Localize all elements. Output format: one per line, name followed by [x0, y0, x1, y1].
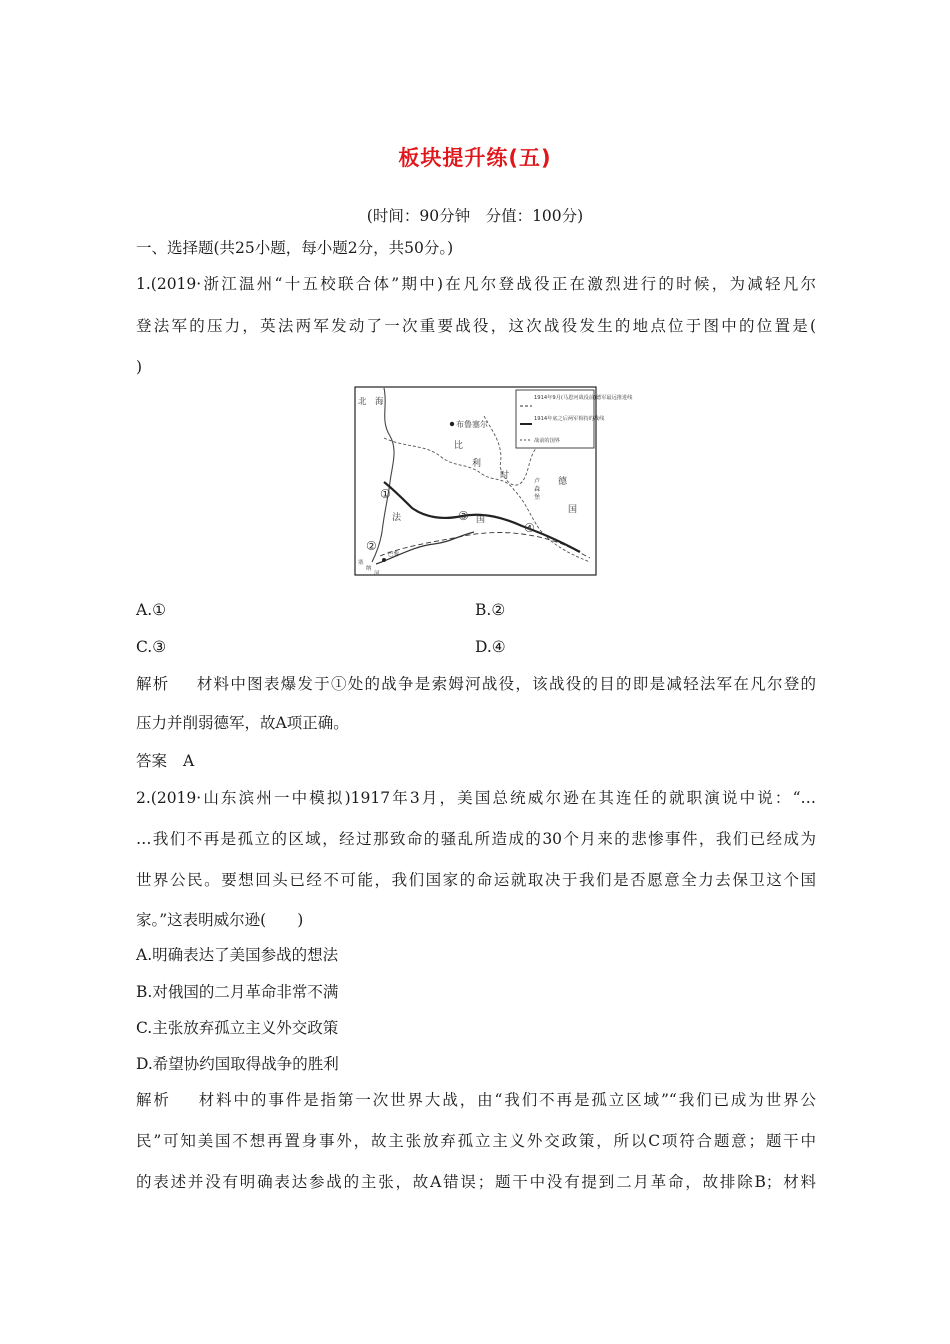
label-river-2: 纳 [366, 566, 372, 572]
q1-option-a[interactable]: A.① [136, 601, 167, 619]
q2-stem-line-1: 2.(2019·山东滨州一中模拟)1917年3月，美国总统威尔逊在其连任的就职演说中说：“… [136, 789, 816, 807]
q2-analysis-line-3: 的表述并没有明确表达参战的主张，故A错误；题干中没有提到二月革命，故排除B；材料 [136, 1173, 816, 1191]
q1-option-d[interactable]: D.④ [475, 638, 506, 656]
q1-option-b[interactable]: B.② [475, 601, 506, 619]
label-river-1: 塞 [358, 560, 364, 566]
q2-analysis-text-1: 材料中的事件是指第一次世界大战，由“我们不再是孤立区域”“我们已成为世界公 [196, 1091, 816, 1109]
q1-analysis-line-2: 压力并削弱德军，故A项正确。 [136, 714, 349, 732]
legend-item-1: 1914年9月(马恩河战役前)德军最远推进线 [534, 395, 633, 401]
brussels-dot [450, 422, 454, 426]
label-germany-2: 国 [568, 505, 578, 515]
marker-2: ② [366, 539, 377, 553]
q1-option-c[interactable]: C.③ [136, 638, 167, 656]
q2-analysis-line-1 [136, 1090, 816, 1110]
label-river-3: 河 [374, 571, 380, 577]
q1-answer [136, 751, 194, 771]
paris-dot [382, 558, 386, 562]
q1-stem-line-1: 1.(2019·浙江温州“十五校联合体”期中)在凡尔登战役正在激烈进行的时候，为减轻凡尔 [136, 275, 816, 293]
legend-item-2: 1914年底之后两军相持的战线 [534, 416, 605, 422]
q1-stem-line-3: ) [136, 358, 143, 376]
label-belgium-2: 利 [472, 459, 482, 469]
q1-analysis-text-1: 材料中图表爆发于①处的战争是索姆河战役，该战役的目的即是减轻法军在凡尔登的 [195, 675, 816, 693]
label-belgium-3: 时 [500, 471, 510, 481]
q2-stem-line-4: 家。”这表明威尔逊( ) [136, 911, 304, 929]
q2-analysis-label: 解析 [136, 1091, 171, 1109]
label-lux-2: 森 [534, 486, 541, 493]
label-lux-1: 卢 [534, 478, 541, 485]
q1-analysis-label: 解析 [136, 675, 170, 693]
exam-meta: (时间：90分钟 分值：100分) [366, 207, 584, 225]
marker-3: ③ [458, 509, 469, 523]
section-heading: 一、选择题(共25小题，每小题2分，共50分。) [136, 239, 454, 257]
q2-stem-line-3: 世界公民。要想回头已经不可能，我们国家的命运就取决于我们是否愿意全力去保卫这个国 [136, 871, 816, 889]
marker-1: ① [380, 487, 391, 501]
label-belgium-1: 比 [454, 441, 464, 451]
q1-map-figure [354, 386, 633, 577]
label-lux-3: 堡 [534, 494, 541, 501]
label-north-sea: 北 海 [358, 397, 384, 407]
label-germany-1: 德 [558, 477, 568, 487]
q2-stem-line-2: …我们不再是孤立的区域，经过那致命的骚乱所造成的30个月来的悲惨事件，我们已经成为 [136, 830, 816, 848]
marker-4: ④ [524, 521, 535, 535]
page-title: 板块提升练(五) [398, 146, 552, 170]
q1-answer-value: A [183, 752, 195, 770]
q2-option-b[interactable]: B.对俄国的二月革命非常不满 [136, 983, 339, 1001]
label-brussels: 布鲁塞尔 [456, 420, 488, 429]
q2-option-a[interactable]: A.明确表达了美国参战的想法 [136, 946, 339, 964]
label-france-1: 法 [392, 513, 402, 523]
q1-answer-label: 答案 [136, 752, 168, 770]
q1-analysis-line-1 [136, 674, 816, 694]
legend-item-3: 战前的国界 [534, 438, 560, 444]
q1-stem-line-2: 登法军的压力，英法两军发动了一次重要战役，这次战役发生的地点位于图中的位置是( [136, 317, 816, 335]
q2-option-d[interactable]: D.希望协约国取得战争的胜利 [136, 1055, 339, 1073]
q2-analysis-line-2: 民”可知美国不想再置身事外，故主张放弃孤立主义外交政策，所以C项符合题意；题干中 [136, 1132, 816, 1150]
q2-option-c[interactable]: C.主张放弃孤立主义外交政策 [136, 1019, 339, 1037]
label-france-2: 国 [476, 515, 486, 525]
label-paris: 巴黎 [388, 552, 400, 558]
